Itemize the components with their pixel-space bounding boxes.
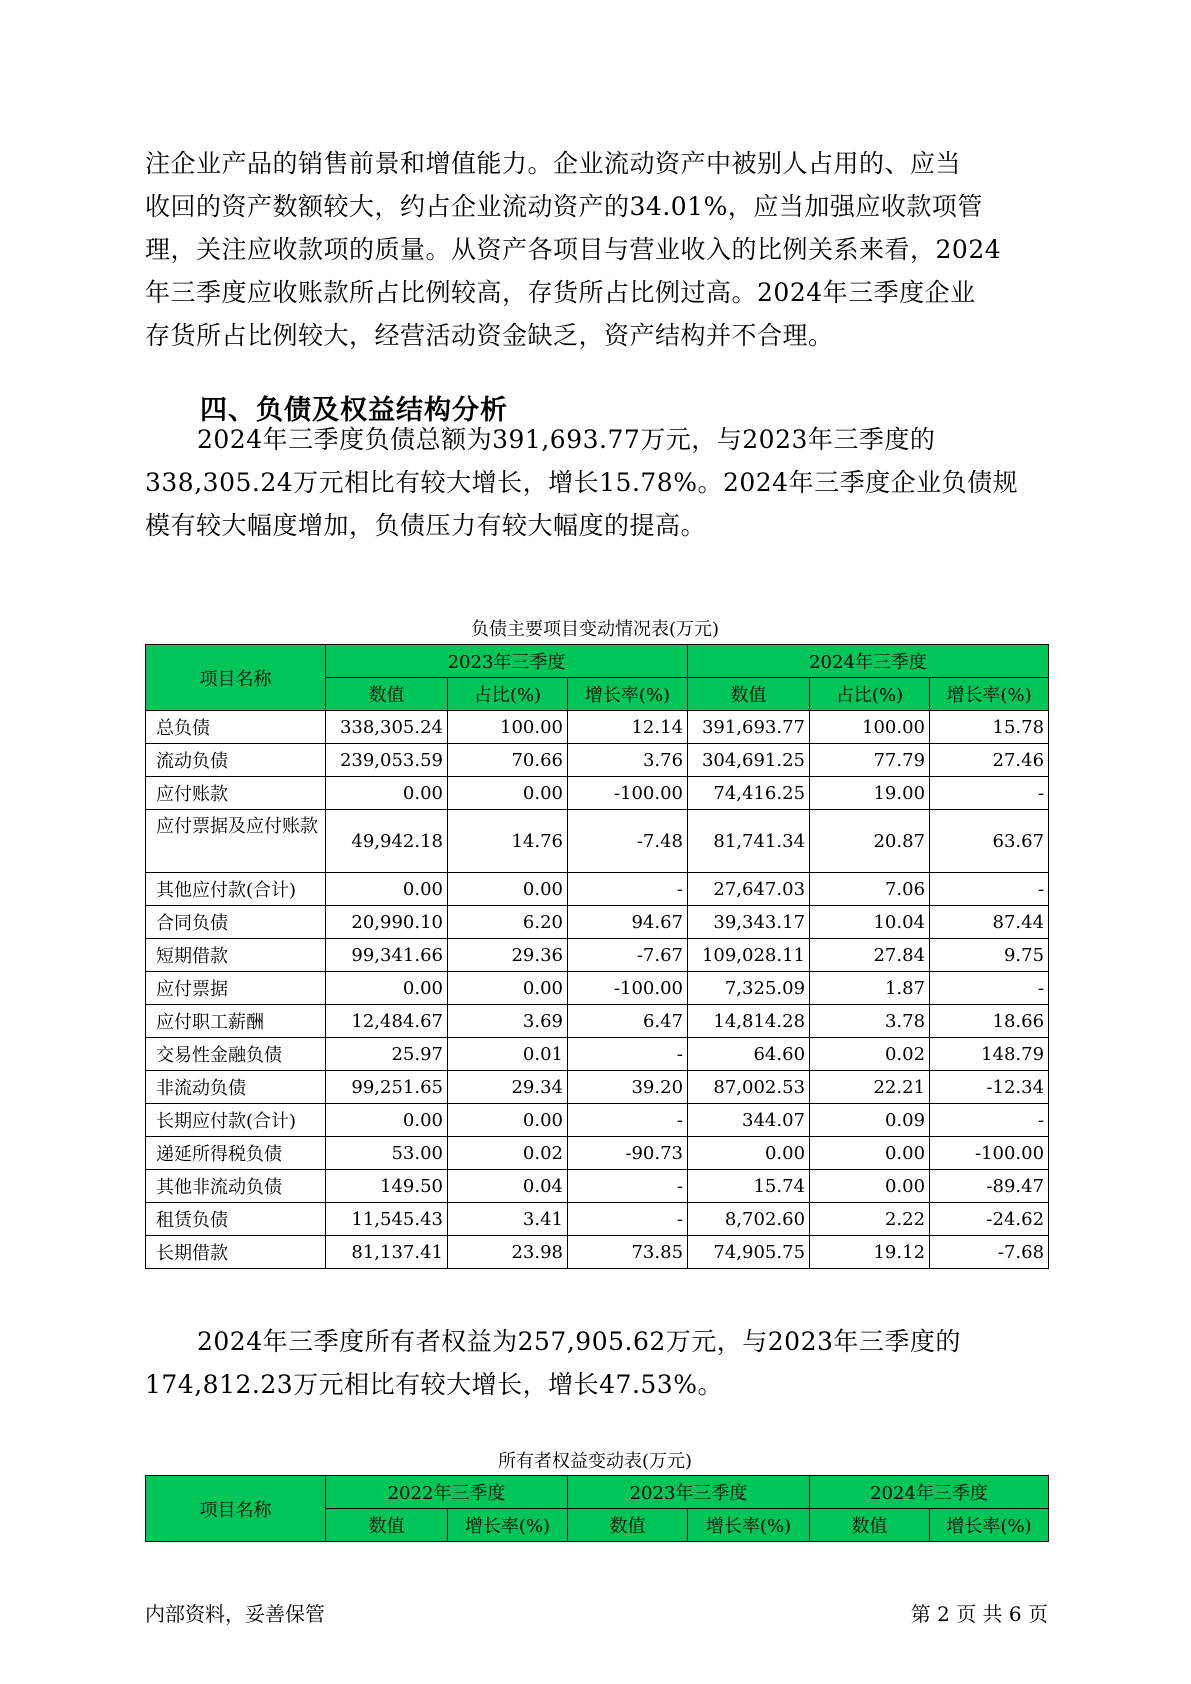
table-row bbox=[146, 1137, 1049, 1170]
row-item-name: 长期借款 bbox=[146, 1236, 326, 1269]
table-cell: 25.97 bbox=[326, 1038, 448, 1071]
table-row bbox=[146, 1038, 1049, 1071]
table-cell: 0.00 bbox=[326, 972, 448, 1005]
table-cell: 338,305.24 bbox=[326, 711, 448, 744]
row-item-name: 其他非流动负债 bbox=[146, 1170, 326, 1203]
table-cell: 8,702.60 bbox=[688, 1203, 810, 1236]
table-cell: 15.74 bbox=[688, 1170, 810, 1203]
column-header: 数值 bbox=[688, 678, 810, 711]
liability-table-caption: 负债主要项目变动情况表(万元) bbox=[470, 619, 720, 640]
table-cell: 77.79 bbox=[810, 744, 930, 777]
row-item-name: 应付账款 bbox=[146, 777, 326, 810]
table-cell: 74,416.25 bbox=[688, 777, 810, 810]
table-cell: 12.14 bbox=[568, 711, 688, 744]
equity-paragraph bbox=[145, 1320, 1045, 1406]
period-header: 2024年三季度 bbox=[688, 645, 1049, 678]
table-cell: 19.00 bbox=[810, 777, 930, 810]
row-item-name: 长期应付款(合计) bbox=[146, 1104, 326, 1137]
equity-table-caption: 所有者权益变动表(万元) bbox=[497, 1451, 693, 1472]
intro-paragraph bbox=[145, 142, 1045, 357]
period-header: 2023年三季度 bbox=[568, 1476, 810, 1509]
table-cell: 81,741.34 bbox=[688, 810, 810, 873]
column-header: 占比(%) bbox=[810, 678, 930, 711]
row-item-name: 其他应付款(合计) bbox=[146, 873, 326, 906]
table-cell: 81,137.41 bbox=[326, 1236, 448, 1269]
item-name-header: 项目名称 bbox=[146, 645, 326, 711]
column-header: 数值 bbox=[568, 1509, 688, 1542]
table-cell: -7.48 bbox=[568, 810, 688, 873]
table-cell: 149.50 bbox=[326, 1170, 448, 1203]
table-cell: 99,341.66 bbox=[326, 939, 448, 972]
table-cell: 100.00 bbox=[810, 711, 930, 744]
table-cell: 3.78 bbox=[810, 1005, 930, 1038]
row-item-name: 合同负债 bbox=[146, 906, 326, 939]
row-item-name: 流动负债 bbox=[146, 744, 326, 777]
paragraph-line: 模有较大幅度增加，负债压力有较大幅度的提高。 bbox=[145, 511, 707, 540]
column-header: 数值 bbox=[326, 678, 448, 711]
column-header: 数值 bbox=[326, 1509, 448, 1542]
table-cell: 39,343.17 bbox=[688, 906, 810, 939]
table-cell: 0.00 bbox=[448, 777, 568, 810]
table-cell: 49,942.18 bbox=[326, 810, 448, 873]
table-cell: 148.79 bbox=[930, 1038, 1049, 1071]
column-header: 数值 bbox=[810, 1509, 930, 1542]
table-cell: -89.47 bbox=[930, 1170, 1049, 1203]
table-cell: 344.07 bbox=[688, 1104, 810, 1137]
table-cell: 391,693.77 bbox=[688, 711, 810, 744]
table-cell: 99,251.65 bbox=[326, 1071, 448, 1104]
column-header: 增长率(%) bbox=[930, 678, 1049, 711]
period-header: 2023年三季度 bbox=[326, 645, 688, 678]
table-cell: 109,028.11 bbox=[688, 939, 810, 972]
table-cell: 9.75 bbox=[930, 939, 1049, 972]
table-cell: -100.00 bbox=[568, 972, 688, 1005]
table-cell: 63.67 bbox=[930, 810, 1049, 873]
table-cell: -7.67 bbox=[568, 939, 688, 972]
table-cell: - bbox=[568, 873, 688, 906]
table-cell: 19.12 bbox=[810, 1236, 930, 1269]
table-cell: 0.04 bbox=[448, 1170, 568, 1203]
table-cell: - bbox=[930, 1104, 1049, 1137]
table-cell: 3.76 bbox=[568, 744, 688, 777]
table-cell: 74,905.75 bbox=[688, 1236, 810, 1269]
equity-table bbox=[145, 1475, 1049, 1542]
table-row bbox=[146, 711, 1049, 744]
table-row bbox=[146, 972, 1049, 1005]
row-item-name: 交易性金融负债 bbox=[146, 1038, 326, 1071]
row-item-name: 应付职工薪酬 bbox=[146, 1005, 326, 1038]
table-cell: 39.20 bbox=[568, 1071, 688, 1104]
table-cell: 0.02 bbox=[810, 1038, 930, 1071]
table-cell: 7.06 bbox=[810, 873, 930, 906]
table-cell: - bbox=[568, 1104, 688, 1137]
table-cell: - bbox=[930, 777, 1049, 810]
table-row bbox=[146, 1236, 1049, 1269]
table-cell: - bbox=[930, 873, 1049, 906]
table-row bbox=[146, 810, 1049, 873]
table-cell: 27,647.03 bbox=[688, 873, 810, 906]
table-cell: 29.36 bbox=[448, 939, 568, 972]
table-cell: 0.00 bbox=[326, 1104, 448, 1137]
table-cell: 6.47 bbox=[568, 1005, 688, 1038]
table-cell: 29.34 bbox=[448, 1071, 568, 1104]
paragraph-line: 收回的资产数额较大，约占企业流动资产的34.01%，应当加强应收款项管 bbox=[145, 192, 983, 221]
table-cell: 0.00 bbox=[448, 1104, 568, 1137]
table-cell: 73.85 bbox=[568, 1236, 688, 1269]
column-header: 增长率(%) bbox=[448, 1509, 568, 1542]
row-item-name: 非流动负债 bbox=[146, 1071, 326, 1104]
table-cell: 53.00 bbox=[326, 1137, 448, 1170]
table-cell: 0.01 bbox=[448, 1038, 568, 1071]
paragraph-line: 2024年三季度所有者权益为257,905.62万元，与2023年三季度的 bbox=[197, 1327, 961, 1356]
paragraph-line: 年三季度应收账款所占比例较高，存货所占比例过高。2024年三季度企业 bbox=[145, 278, 976, 307]
table-cell: -24.62 bbox=[930, 1203, 1049, 1236]
table-cell: 11,545.43 bbox=[326, 1203, 448, 1236]
table-cell: 18.66 bbox=[930, 1005, 1049, 1038]
liability-table-body bbox=[146, 711, 1049, 1269]
table-row bbox=[146, 1005, 1049, 1038]
paragraph-line: 存货所占比例较大，经营活动资金缺乏，资产结构并不合理。 bbox=[145, 321, 834, 350]
column-header: 占比(%) bbox=[448, 678, 568, 711]
liability-table bbox=[145, 644, 1049, 1269]
table-row bbox=[146, 873, 1049, 906]
row-item-name: 递延所得税负债 bbox=[146, 1137, 326, 1170]
table-cell: 0.00 bbox=[326, 873, 448, 906]
table-cell: 12,484.67 bbox=[326, 1005, 448, 1038]
table-cell: -7.68 bbox=[930, 1236, 1049, 1269]
table-cell: 15.78 bbox=[930, 711, 1049, 744]
table-cell: 27.84 bbox=[810, 939, 930, 972]
table-cell: 64.60 bbox=[688, 1038, 810, 1071]
table-cell: 0.09 bbox=[810, 1104, 930, 1137]
table-cell: - bbox=[568, 1203, 688, 1236]
table-cell: 100.00 bbox=[448, 711, 568, 744]
table-cell: 87.44 bbox=[930, 906, 1049, 939]
paragraph-line: 注企业产品的销售前景和增值能力。企业流动资产中被别人占用的、应当 bbox=[145, 149, 962, 178]
row-item-name: 应付票据 bbox=[146, 972, 326, 1005]
liability-paragraph bbox=[145, 418, 1045, 547]
item-name-header: 项目名称 bbox=[146, 1476, 326, 1542]
table-cell: 14,814.28 bbox=[688, 1005, 810, 1038]
column-header: 增长率(%) bbox=[688, 1509, 810, 1542]
table-cell: 22.21 bbox=[810, 1071, 930, 1104]
table-cell: 87,002.53 bbox=[688, 1071, 810, 1104]
paragraph-line: 338,305.24万元相比有较大增长，增长15.78%。2024年三季度企业负债规 bbox=[145, 468, 1019, 497]
table-cell: 0.00 bbox=[810, 1170, 930, 1203]
table-row bbox=[146, 939, 1049, 972]
table-cell: 1.87 bbox=[810, 972, 930, 1005]
period-header: 2022年三季度 bbox=[326, 1476, 568, 1509]
table-cell: - bbox=[930, 972, 1049, 1005]
table-cell: -100.00 bbox=[930, 1137, 1049, 1170]
row-item-name: 总负债 bbox=[146, 711, 326, 744]
table-cell: 27.46 bbox=[930, 744, 1049, 777]
table-cell: 0.00 bbox=[810, 1137, 930, 1170]
table-cell: 0.00 bbox=[448, 873, 568, 906]
table-cell: 0.02 bbox=[448, 1137, 568, 1170]
footer-confidential-note: 内部资料，妥善保管 bbox=[145, 1602, 325, 1626]
period-header: 2024年三季度 bbox=[810, 1476, 1049, 1509]
table-cell: -90.73 bbox=[568, 1137, 688, 1170]
table-cell: 3.41 bbox=[448, 1203, 568, 1236]
table-cell: 2.22 bbox=[810, 1203, 930, 1236]
table-cell: 20.87 bbox=[810, 810, 930, 873]
table-cell: 0.00 bbox=[326, 777, 448, 810]
footer-page-number: 第 2 页 共 6 页 bbox=[910, 1602, 1048, 1626]
table-row bbox=[146, 1203, 1049, 1236]
table-row bbox=[146, 1071, 1049, 1104]
table-cell: 70.66 bbox=[448, 744, 568, 777]
table-cell: 6.20 bbox=[448, 906, 568, 939]
column-header: 增长率(%) bbox=[930, 1509, 1049, 1542]
table-cell: 304,691.25 bbox=[688, 744, 810, 777]
table-cell: 0.00 bbox=[448, 972, 568, 1005]
paragraph-line: 2024年三季度负债总额为391,693.77万元，与2023年三季度的 bbox=[197, 425, 936, 454]
section-heading: 四、负债及权益结构分析 bbox=[200, 395, 508, 426]
row-item-name: 短期借款 bbox=[146, 939, 326, 972]
table-cell: 0.00 bbox=[688, 1137, 810, 1170]
table-cell: 14.76 bbox=[448, 810, 568, 873]
table-cell: 10.04 bbox=[810, 906, 930, 939]
table-cell: - bbox=[568, 1038, 688, 1071]
table-cell: 239,053.59 bbox=[326, 744, 448, 777]
row-item-name: 租赁负债 bbox=[146, 1203, 326, 1236]
paragraph-line: 174,812.23万元相比有较大增长，增长47.53%。 bbox=[145, 1370, 723, 1399]
table-cell: 23.98 bbox=[448, 1236, 568, 1269]
table-row bbox=[146, 777, 1049, 810]
table-row bbox=[146, 1104, 1049, 1137]
column-header: 增长率(%) bbox=[568, 678, 688, 711]
table-cell: 7,325.09 bbox=[688, 972, 810, 1005]
table-row bbox=[146, 744, 1049, 777]
table-row bbox=[146, 1170, 1049, 1203]
table-cell: - bbox=[568, 1170, 688, 1203]
table-cell: -12.34 bbox=[930, 1071, 1049, 1104]
table-cell: 3.69 bbox=[448, 1005, 568, 1038]
paragraph-line: 理，关注应收款项的质量。从资产各项目与营业收入的比例关系来看，2024 bbox=[145, 235, 1002, 264]
table-cell: 20,990.10 bbox=[326, 906, 448, 939]
table-row bbox=[146, 906, 1049, 939]
table-cell: 94.67 bbox=[568, 906, 688, 939]
table-cell: -100.00 bbox=[568, 777, 688, 810]
row-item-name: 应付票据及应付账款 bbox=[146, 810, 326, 873]
